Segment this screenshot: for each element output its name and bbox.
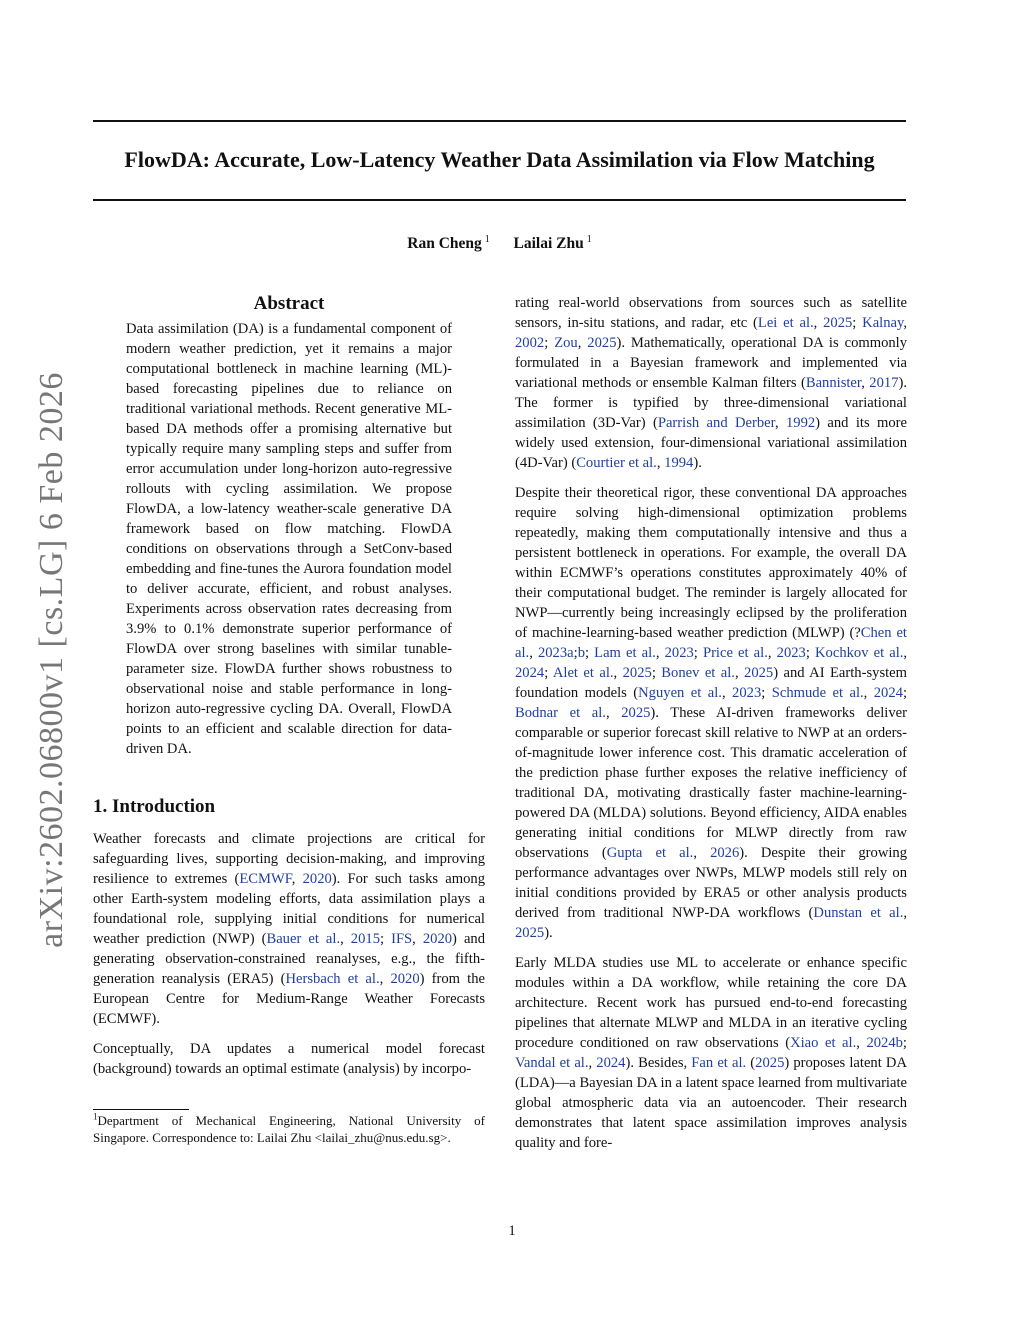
citation-link[interactable]: Parrish and Derber xyxy=(657,415,775,431)
author-affiliation-mark: 1 xyxy=(484,234,490,245)
body-paragraph-continued: rating real-world observations from sources such as satellite sensors, in-situ stations, and radar, etc (Lei et al., 2025; Kalnay, 2002; Zou, 2025). Mathematically, operational DA is commonly formulated in a Bayesian framework and implemented via variational methods or ensemble Kalman filters (Bannister, 2017). The former is typified by three-dimensional variational assimilation (3D-Var) (Parrish and Derber, 1992) and its more widely used extension, four-dimensional variational assimilation (4D-Var) (Courtier et al., 1994). xyxy=(515,295,908,471)
citation-link[interactable]: Bonev et al. xyxy=(661,665,735,681)
citation-link[interactable]: Zou xyxy=(554,335,578,351)
body-paragraph: Early MLDA studies use ML to accelerate or enhance specific modules within a DA workflow, while retaining the core DA architecture. Recent work has pursued end-to-end forecasting pipelines that alternate MLWP and MLDA in an iterative cycling procedure conditioned on raw observations (Xiao et al., 2024b; Vandal et al., 2024). Besides, Fan et al. (2025) proposes latent DA (LDA)—a Bayesian DA in a latent space learned from multivariate global atmospheric data via an autoencoder. Their research demonstrates that latent space assimilation improves analysis quality and fore- xyxy=(515,955,907,1151)
citation-link[interactable]: Lei et al. xyxy=(757,315,814,331)
citation-link[interactable]: 2025 xyxy=(744,665,774,681)
citation-link[interactable]: 2023a xyxy=(537,645,574,661)
citation-link[interactable]: 2020 xyxy=(390,971,420,987)
citation-link[interactable]: Alet et al. xyxy=(552,665,614,681)
footnote xyxy=(93,1113,485,1146)
footnote-text: Department of Mechanical Engineering, National University of Singapore. Correspondence to: Lailai Zhu <lailai_zhu@nus.edu.sg>. xyxy=(93,1113,485,1145)
citation-link[interactable]: 2017 xyxy=(869,375,899,391)
citation-link[interactable]: 2024 xyxy=(515,665,545,681)
citation-link[interactable]: 2002 xyxy=(515,335,545,351)
citation-link[interactable]: ECMWF xyxy=(239,871,292,887)
author-name: Lailai Zhu xyxy=(513,235,584,253)
citation-link[interactable]: Bannister xyxy=(805,375,862,391)
body-paragraph: Weather forecasts and climate projections are critical for safeguarding lives, supporting decision-making, and improving resilience to extremes (ECMWF, 2020). For such tasks among other Earth-system modeling efforts, data assimilation plays a foundational role, supplying initial conditions for numerical weather prediction (NWP) (Bauer et al., 2015; IFS, 2020) and generating observation-constrained reanalyses, e.g., the fifth-generation reanalysis (ERA5) (Hersbach et al., 2020) from the European Centre for Medium-Range Weather Forecasts (ECMWF). xyxy=(93,831,486,1027)
citation-link[interactable]: 2020 xyxy=(302,871,332,887)
citation-link[interactable]: Lam et al. xyxy=(594,645,656,661)
citation-link[interactable]: Bodnar et al. xyxy=(515,705,606,721)
citation-link[interactable]: 2020 xyxy=(422,931,453,947)
citation-link[interactable]: 2026 xyxy=(710,845,740,861)
citation-link[interactable]: 2024 xyxy=(873,685,903,701)
citation-link[interactable]: Schmude et al. xyxy=(771,685,864,701)
abstract-body: Data assimilation (DA) is a fundamental component of modern weather prediction, yet it remains a major computational bottleneck in machine learning (ML)-based forecasting pipelines due to reliance on traditional variational methods. Recent generative ML-based DA methods offer a promising alternative but typically require many sampling steps and suffer from error accumulation under long-horizon auto-regressive rollouts with cycling assimilation. We propose FlowDA, a low-latency weather-scale generative DA framework based on flow matching. FlowDA conditions on observations through a SetConv-based embedding and fine-tunes the Aurora foundation model to deliver accurate, efficient, and robust analyses. Experiments across observation rates decreasing from 3.9% to 0.1% demonstrate superior performance of FlowDA over strong baselines with similar tunable-parameter size. FlowDA further shows robustness to observational noise and stable performance in long-horizon auto-regressive cycling DA. Overall, FlowDA points to an efficient and scalable direction for data-driven DA. xyxy=(126,321,452,757)
citation-link[interactable]: 2023 xyxy=(664,645,694,661)
citation-link[interactable]: Courtier et al. xyxy=(576,455,657,471)
page-number: 1 xyxy=(508,1223,516,1239)
abstract-heading: Abstract xyxy=(253,293,325,314)
right-column xyxy=(515,292,907,1153)
citation-link[interactable]: 2025 xyxy=(621,705,651,721)
citation-link[interactable]: 1992 xyxy=(785,415,816,431)
citation-link[interactable]: Dunstan et al. xyxy=(813,905,904,921)
citation-link[interactable]: Nguyen et al. xyxy=(638,685,722,701)
citation-link[interactable]: 2024b xyxy=(866,1035,903,1051)
citation-link[interactable]: Bauer et al. xyxy=(266,931,341,947)
citation-link[interactable]: Fan et al. xyxy=(691,1055,747,1071)
citation-link[interactable]: 2023 xyxy=(776,645,806,661)
citation-link[interactable]: Xiao et al. xyxy=(790,1035,857,1051)
citation-link[interactable]: Gupta et al. xyxy=(606,845,694,861)
citation-link[interactable]: 2015 xyxy=(350,931,380,947)
body-paragraph: Despite their theoretical rigor, these conventional DA approaches require solving high-dimensional optimization problems repeatedly, making them computationally intensive and thus a persistent bottleneck in operations. For example, the overall DA within ECMWF’s operations constitutes approximately 40% of their computational budget. The reminder is largely allocated for NWP—currently being increasingly eclipsed by the proliferation of machine-learning-based weather prediction (MLWP) (?Chen et al., 2023a;b; Lam et al., 2023; Price et al., 2023; Kochkov et al., 2024; Alet et al., 2025; Bonev et al., 2025) and AI Earth-system foundation models (Nguyen et al., 2023; Schmude et al., 2024; Bodnar et al., 2025). These AI-driven frameworks deliver comparable or superior forecast skill relative to NWP at an orders-of-magnitude lower inference cost. This dramatic acceleration of the prediction phase further exposes the relative inefficiency of traditional DA, motivating drastically faster machine-learning-powered DA (MLDA) solutions. Beyond efficiency, AIDA enables generating initial conditions for MLWP directly from raw observations (Gupta et al., 2026). Despite their growing performance advantages over NWPs, MLWP models still rely on initial conditions provided by ERA5 or other analysis products derived from traditional NWP-DA workflows (Dunstan et al., 2025). xyxy=(515,485,908,941)
left-column xyxy=(93,292,485,1079)
footnote-rule xyxy=(93,1109,189,1110)
footnote-mark: 1 xyxy=(93,1111,98,1122)
citation-link[interactable]: 2023 xyxy=(732,685,762,701)
citation-link[interactable]: 2025 xyxy=(587,335,617,351)
citation-link[interactable]: 2025 xyxy=(515,925,545,941)
author-affiliation-mark: 1 xyxy=(586,234,592,245)
arxiv-identifier: arXiv:2602.06800v1 [cs.LG] 6 Feb 2026 xyxy=(33,372,70,948)
citation-link[interactable]: Kalnay xyxy=(862,315,904,331)
citation-link[interactable]: Kochkov et al. xyxy=(815,645,904,661)
title-rule-bottom xyxy=(93,199,906,201)
author-list xyxy=(93,234,906,253)
citation-link[interactable]: 2025 xyxy=(755,1055,785,1071)
citation-link[interactable]: 2024 xyxy=(596,1055,626,1071)
citation-link[interactable]: 2025 xyxy=(622,665,652,681)
citation-link[interactable]: Vandal et al. xyxy=(515,1055,589,1071)
body-paragraph-start: Conceptually, DA updates a numerical model forecast (background) towards an optimal estimate (analysis) by incorpo- xyxy=(93,1041,485,1077)
citation-link[interactable]: Chen et al. xyxy=(515,625,907,661)
paper-title: FlowDA: Accurate, Low-Latency Weather Data Assimilation via Flow Matching xyxy=(124,147,875,172)
citation-link[interactable]: 2025 xyxy=(823,315,853,331)
author-name: Ran Cheng xyxy=(407,235,482,253)
citation-link[interactable]: IFS xyxy=(391,931,413,947)
citation-link[interactable]: Price et al. xyxy=(702,645,768,661)
citation-link[interactable]: 1994 xyxy=(664,455,694,471)
section-heading: 1. Introduction xyxy=(93,796,216,817)
citation-link[interactable]: Hersbach et al. xyxy=(285,971,380,987)
title-rule-top xyxy=(93,120,906,122)
citation-link[interactable]: b xyxy=(577,645,585,661)
